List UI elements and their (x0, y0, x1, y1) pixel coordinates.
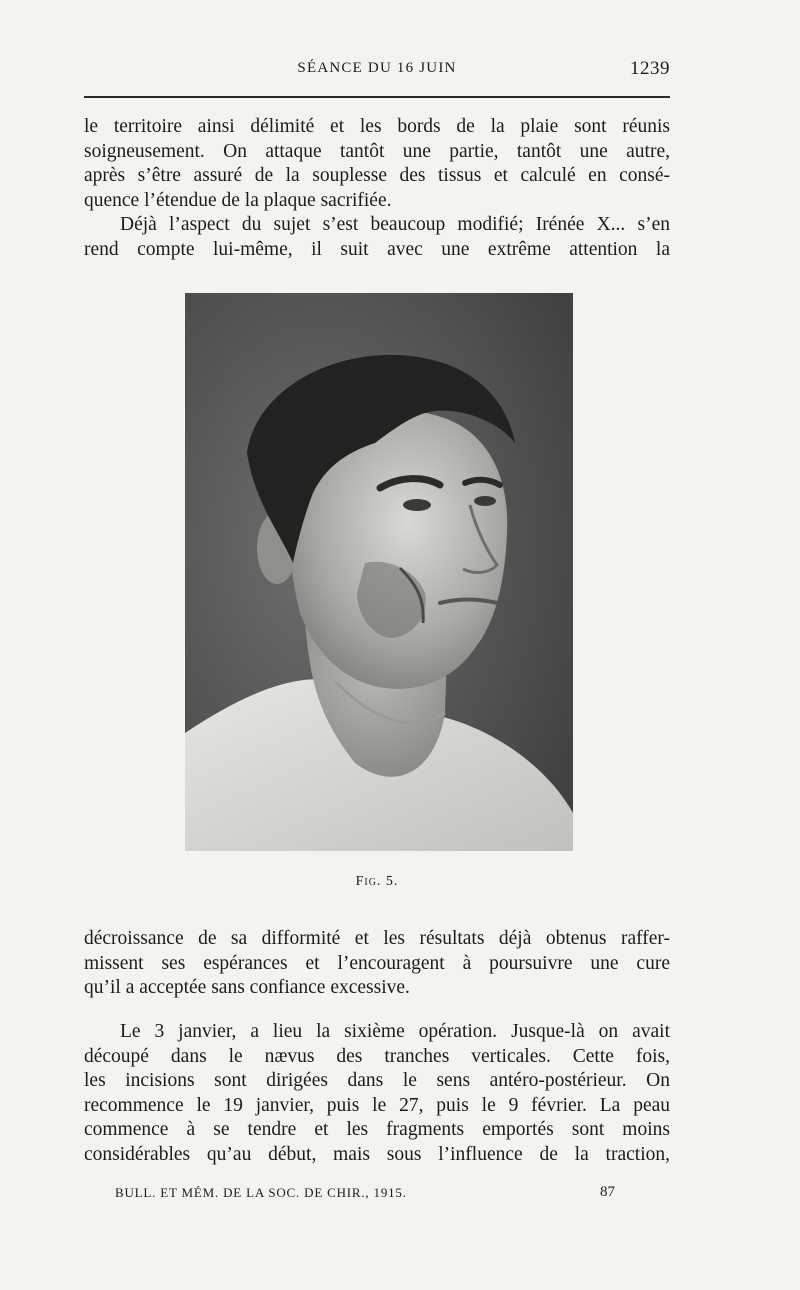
figure-caption: Fig. 5. (355, 874, 399, 889)
text-line: quence l’étendue de la plaque sacrifiée. (84, 189, 392, 211)
text-line: considérables qu’au début, mais sous l’influence de la traction, (84, 1143, 670, 1165)
journal-reference: BULL. ET MÉM. DE LA SOC. DE CHIR., 1915. (115, 1185, 407, 1200)
signature-mark: 87 (600, 1184, 615, 1200)
page-footer (115, 1185, 615, 1207)
text-line: commence à se tendre et les fragments emportés sont moins (84, 1119, 670, 1141)
running-header (84, 58, 670, 86)
text-line: qu’il a acceptée sans confiance excessive. (84, 977, 410, 999)
header-rule (84, 96, 670, 98)
paragraph-bottom (84, 1020, 670, 1168)
text-line: le territoire ainsi délimité et les bords de la plaie sont réunis (84, 116, 670, 137)
text-line: découpé dans le nævus des tranches verticales. Cette fois, (84, 1045, 670, 1067)
paragraph-middle (84, 927, 670, 1001)
text-line: Déjà l’aspect du sujet s’est beaucoup modifié; Irénée X... s’en (120, 214, 670, 236)
portrait-photograph (185, 293, 573, 851)
portrait-image (185, 293, 573, 851)
text-line: les incisions sont dirigées dans le sens antéro-postérieur. On (84, 1070, 670, 1092)
text-line: soigneusement. On attaque tantôt une partie, tantôt une autre, (84, 140, 670, 162)
running-header-title: SÉANCE DU 16 JUIN (297, 60, 457, 76)
text-line: recommence le 19 janvier, puis le 27, puis le 9 février. La peau (84, 1094, 670, 1116)
text-line: missent ses espérances et l’encouragent à poursuivre une cure (84, 952, 670, 974)
text-line: Le 3 janvier, a lieu la sixième opération. Jusque-là on avait (120, 1021, 670, 1042)
text-line: rend compte lui-même, il suit avec une extrême attention la (84, 238, 670, 260)
text-line: décroissance de sa difformité et les résultats déjà obtenus raffer- (84, 928, 670, 949)
page-number: 1239 (630, 58, 670, 79)
text-line: après s’être assuré de la souplesse des tissus et calculé en consé- (84, 165, 670, 187)
paragraph-top (84, 115, 670, 263)
